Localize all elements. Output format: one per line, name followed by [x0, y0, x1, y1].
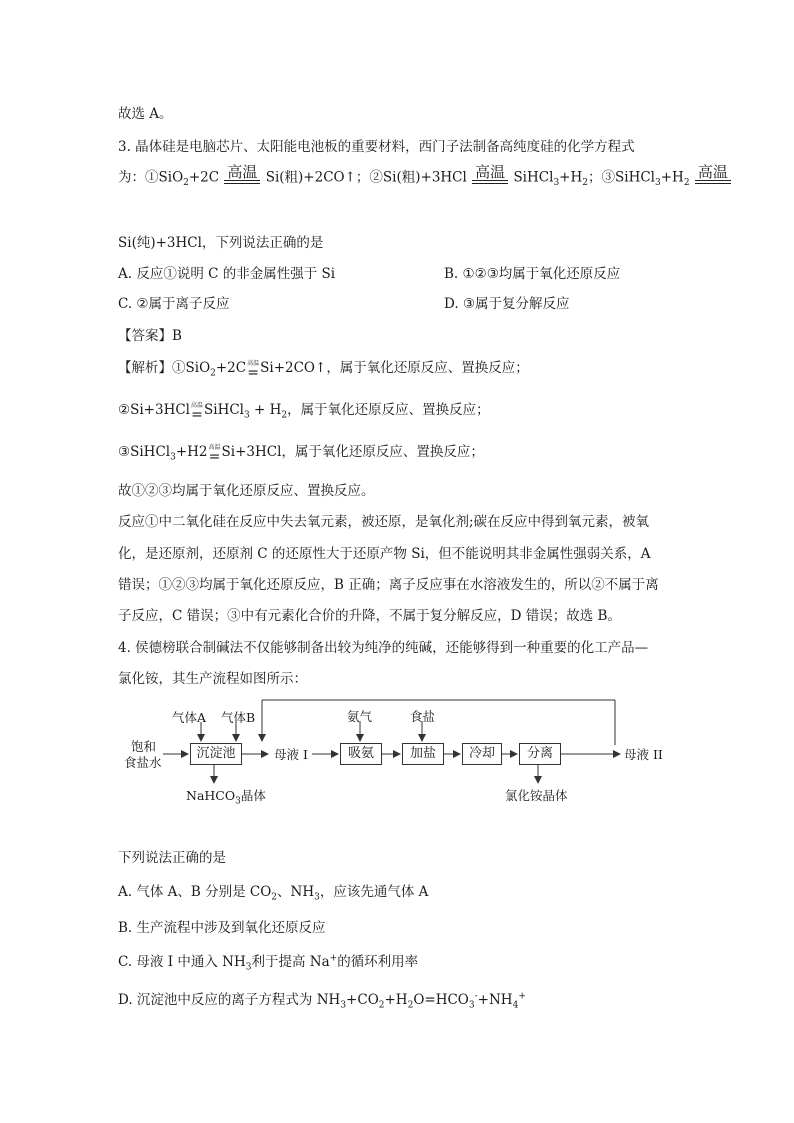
option-4c: C. 母液 I 中通入 $NH_3$利于提高 Na+的循环利用率: [118, 953, 419, 973]
flow-box-absorb: 吸氨: [340, 743, 382, 765]
flow-box-cool: 冷却: [462, 743, 502, 765]
option-4a: A. 气体 A、B 分别是 $CO_2$、$NH_3$，应该先通气体 A: [118, 884, 429, 903]
flow-label-mother-1: 母液 I: [274, 747, 308, 762]
flow-box-separate: 分离: [519, 743, 561, 765]
option-3c: C. ②属于离子反应: [118, 296, 230, 312]
analysis-line-5: 反应①中二氧化硅在反应中失去氧元素，被还原，是氧化剂;碳在反应中得到氧元素，被氧: [118, 514, 650, 530]
question-4-stem-1: 4. 侯德榜联合制碱法不仅能够制备出较为纯净的纯碱，还能够得到一种重要的化工产品—: [118, 640, 649, 656]
answer-3: 【答案】B: [118, 328, 182, 344]
flow-label-mother-2: 母液 II: [624, 747, 663, 762]
flow-label-feed-1: 饱和: [131, 739, 157, 754]
flow-label-ammonia: 氨气: [347, 709, 373, 724]
analysis-line-7: 错误；①②③均属于氧化还原反应，B 正确；离子反应事在水溶液发生的，所以②不属于离: [118, 577, 659, 593]
flow-box-tank: 沉淀池: [190, 743, 242, 765]
condition-high-temp: 高温: [227, 163, 258, 181]
line-conclusion-a: 故选 A。: [118, 106, 173, 122]
option-3d: D. ③属于复分解反应: [444, 296, 570, 312]
question-4-stem-2: 氯化铵，其生产流程如图所示：: [118, 671, 307, 687]
option-3b: B. ①②③均属于氧化还原反应: [444, 266, 621, 282]
option-4d: D. 沉淀池中反应的离子方程式为 $NH_3+CO_2+H_2O=HCO_3^-+NH_4^+$: [118, 991, 526, 1011]
analysis-line-3: ③SiHCl$_3$+H2 高温 = Si+3HCl，属于氧化还原反应、置换反应；: [118, 443, 484, 465]
analysis-line-4: 故①②③均属于氧化还原反应、置换反应。: [118, 483, 375, 499]
analysis-line-2: ②Si+3HCl 高温 = SiHCl$_3$ + $H_2$，属于氧化还原反应、置换反应；: [118, 401, 490, 423]
question-3-equations: 为：①SiO$_2$+2C 高温 Si(粗)+2CO↑；②Si(粗)+3HCl 高温 $SiHCl_3+H_2$；$③SiHCl_3+H_2$ 高温: [118, 164, 732, 188]
flow-label-nahco3: NaHCO$_3$晶体: [186, 788, 266, 807]
flow-box-addsalt: 加盐: [402, 743, 444, 765]
condition-high-temp: 高温: [697, 163, 728, 181]
question-3-stem-tail: Si(纯)+3HCl，下列说法正确的是: [118, 235, 324, 251]
condition-high-temp: 高温: [475, 163, 506, 181]
analysis-line-6: 化，是还原剂，还原剂 C 的还原性大于还原产物 Si，但不能说明其非金属性强弱关系，A: [118, 546, 651, 562]
question-4-prompt: 下列说法正确的是: [118, 850, 226, 866]
flow-label-nh4cl: 氯化铵晶体: [505, 788, 568, 803]
flow-label-feed-2: 食盐水: [124, 755, 162, 770]
question-3-stem: 3. 晶体硅是电脑芯片、太阳能电池板的重要材料，西门子法制备高纯度硅的化学方程式: [118, 139, 635, 155]
flow-label-gas-b: 气体B: [221, 710, 256, 725]
flow-label-salt: 食盐: [410, 709, 436, 724]
option-4b: B. 生产流程中涉及到氧化还原反应: [118, 920, 326, 936]
analysis-line-1: 【解析】①SiO$_2$+2C 高温 = Si+2CO↑，属于氧化还原反应、置换反应；: [118, 359, 529, 381]
analysis-line-8: 子反应，C 错误；③中有元素化合价的升降，不属于复分解反应，D 错误；故选 B。: [118, 608, 621, 624]
option-3a: A. 反应①说明 C 的非金属性强于 Si: [118, 266, 336, 282]
flow-label-gas-a: 气体A: [172, 710, 207, 725]
